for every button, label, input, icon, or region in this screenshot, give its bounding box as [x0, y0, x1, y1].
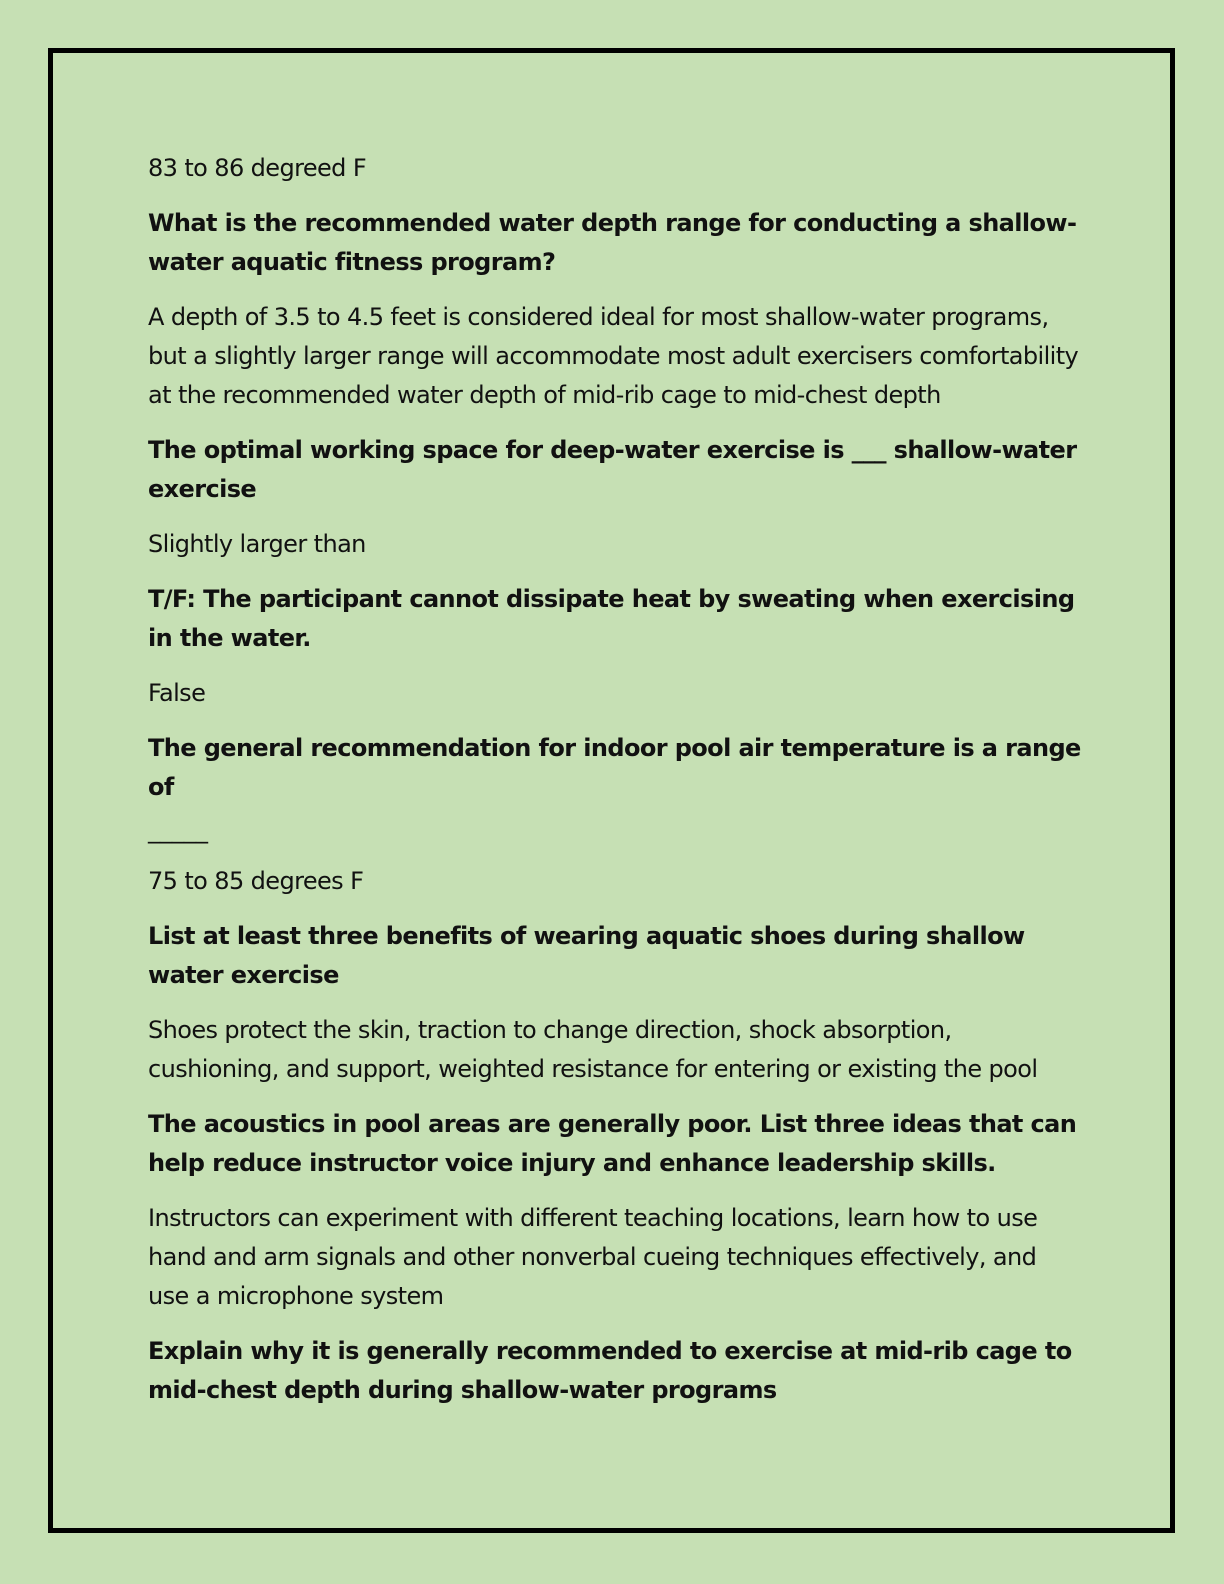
question-text: The acoustics in pool areas are generally poor. List three ideas that can help reduce instructor voice injury and enhance leadership skills. [148, 1110, 1077, 1177]
question-text: The general recommendation for indoor pool air temperature is a range of [148, 734, 1081, 801]
answer-text: Instructors can experiment with different teaching locations, learn how to use hand and arm signals and other nonverbal cueing techniques effectively, and use a microphone system [148, 1204, 1038, 1310]
answer-text: 83 to 86 degreed F [148, 154, 367, 182]
answer-text: A depth of 3.5 to 4.5 feet is considered ideal for most shallow-water programs, but a slightly larger range will accommodate most adult exercisers comfortability at the recommended water depth of mid-rib cage to mid-chest depth [148, 303, 1079, 409]
question-text: List at least three benefits of wearing aquatic shoes during shallow water exercise [148, 922, 1025, 989]
page-border [48, 48, 1175, 1533]
answer-text: Slightly larger than [148, 530, 366, 558]
answer-text: False [148, 679, 206, 707]
answer-text: Shoes protect the skin, traction to change direction, shock absorption, cushioning, and support, weighted resistance for entering or existing the pool [148, 1016, 1038, 1083]
question-text: T/F: The participant cannot dissipate heat by sweating when exercising in the water. [148, 585, 1075, 652]
flashcard-content [148, 149, 1083, 1426]
question-text: The optimal working space for deep-water exercise is ___ shallow-water exercise [148, 436, 1077, 503]
answer-text: 75 to 85 degrees F [148, 867, 364, 895]
answer-blank: _____ [148, 816, 208, 844]
question-text: What is the recommended water depth range for conducting a shallow-water aquatic fitness program? [148, 209, 1077, 276]
question-text: Explain why it is generally recommended to exercise at mid-rib cage to mid-chest depth during shallow-water programs [148, 1337, 1072, 1404]
